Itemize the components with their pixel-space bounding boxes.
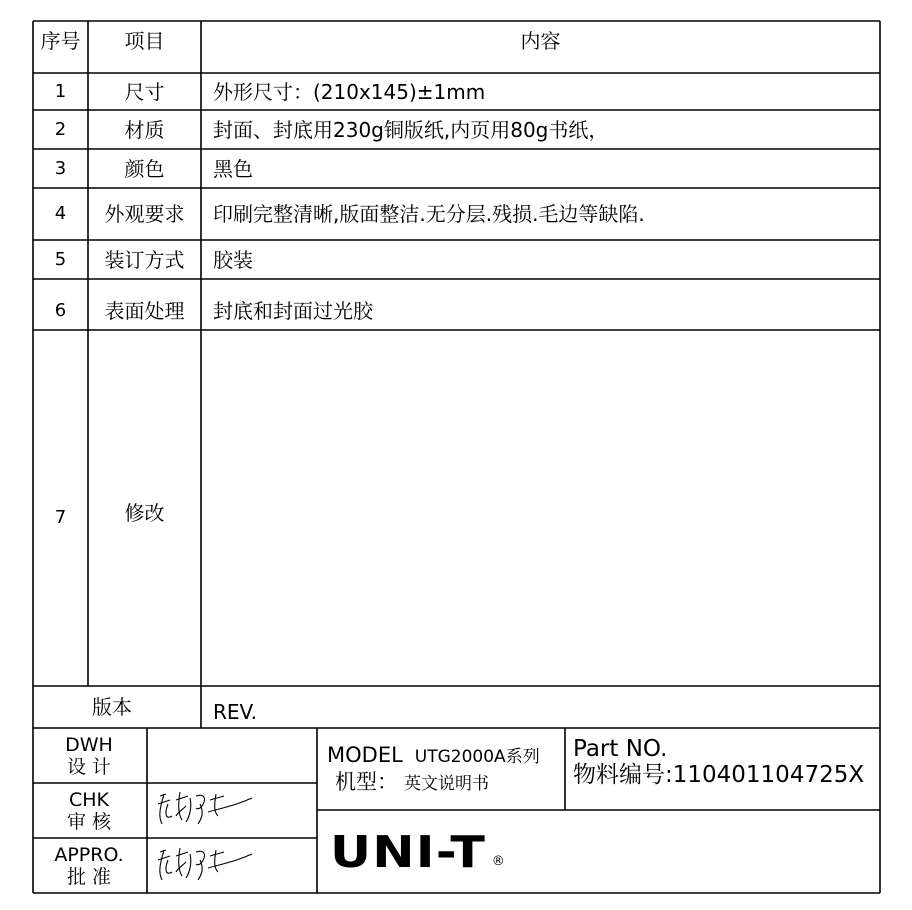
row-5-content: 胶装 xyxy=(213,247,253,272)
uni-t-logo xyxy=(330,828,530,878)
row-2-no: 2 xyxy=(54,118,67,140)
logo-text: UNI-T xyxy=(330,827,487,878)
part-number: 110401104725X xyxy=(672,762,865,788)
dwh-label xyxy=(33,728,147,783)
appro-en: APPRO. xyxy=(54,843,124,866)
row-3-item: 颜色 xyxy=(124,156,165,181)
row-2-item: 材质 xyxy=(124,117,165,142)
part-line-zh xyxy=(573,762,864,788)
header-no: 序号 xyxy=(40,29,81,53)
model-line-en xyxy=(327,745,540,766)
row-5-item: 装订方式 xyxy=(104,247,185,272)
row-3-no: 3 xyxy=(54,157,67,179)
row-4-content: 印刷完整清晰,版面整洁.无分层.残损.毛边等缺陷. xyxy=(213,202,645,226)
chk-label xyxy=(33,783,147,838)
header-content: 内容 xyxy=(520,29,561,53)
row-4-item: 外观要求 xyxy=(104,202,185,226)
part-label-en: Part NO. xyxy=(573,736,668,762)
row-7-content xyxy=(201,330,880,686)
row-6-no: 6 xyxy=(54,299,67,321)
model-value-zh: 英文说明书 xyxy=(404,774,489,794)
row-1-no: 1 xyxy=(54,80,67,102)
model-value-en: UTG2000A系列 xyxy=(414,747,540,767)
chk-zh: 审 核 xyxy=(66,810,112,833)
row-5-no: 5 xyxy=(54,248,67,270)
model-block xyxy=(317,728,565,810)
dwh-zh: 设 计 xyxy=(66,755,112,778)
appro-signature xyxy=(152,842,262,888)
row-1-content: 外形尺寸：(210x145)±1mm xyxy=(213,79,486,104)
row-2-content: 封面、封底用230g铜版纸,内页用80g书纸， xyxy=(213,117,609,142)
row-6-content: 封底和封面过光胶 xyxy=(213,298,373,323)
row-1-item: 尺寸 xyxy=(124,79,165,104)
model-label-en: MODEL xyxy=(327,743,403,767)
appro-label xyxy=(33,838,147,893)
row-3-content: 黑色 xyxy=(213,156,253,181)
model-label-zh: 机型： xyxy=(335,770,398,794)
dwh-en: DWH xyxy=(65,733,113,756)
header-item: 项目 xyxy=(124,29,165,53)
row-6-item: 表面处理 xyxy=(104,298,185,323)
model-line-zh xyxy=(327,772,489,793)
version-label: 版本 xyxy=(92,695,132,719)
part-block xyxy=(565,728,880,810)
appro-zh: 批 准 xyxy=(66,865,112,888)
version-value: REV. xyxy=(213,700,257,724)
chk-signature xyxy=(152,786,262,832)
row-7-no: 7 xyxy=(54,507,67,528)
chk-en: CHK xyxy=(68,788,109,811)
row-4-no: 4 xyxy=(54,203,67,224)
row-7-item: 修改 xyxy=(124,501,165,525)
part-label-zh: 物料编号: xyxy=(573,762,673,788)
registered-mark: ® xyxy=(491,853,505,869)
